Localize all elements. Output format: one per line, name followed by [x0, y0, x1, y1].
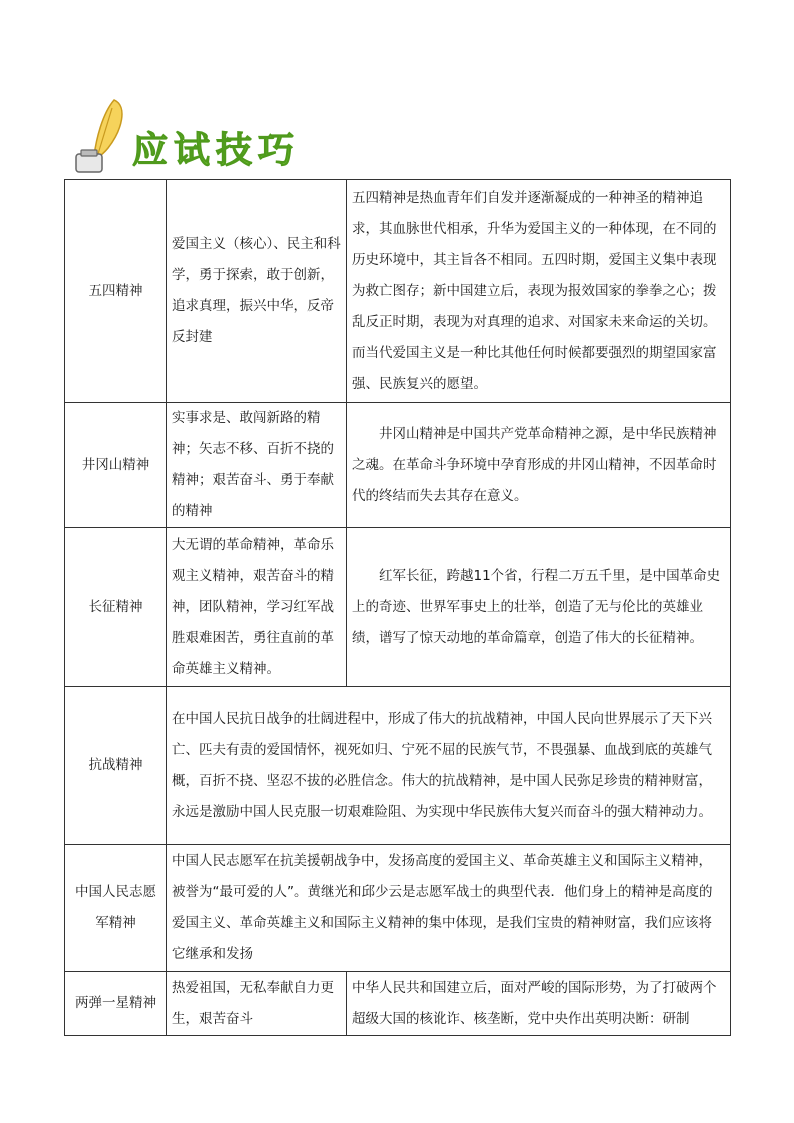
spirit-content: 大无谓的革命精神，革命乐观主义精神，艰苦奋斗的精神，团队精神，学习红军战胜艰难困苦，勇往直前的革命英雄主义精神。	[167, 528, 347, 687]
quill-inkpot-icon	[70, 96, 132, 176]
spirit-table	[64, 179, 731, 1036]
spirit-detail: 中华人民共和国建立后，面对严峻的国际形势，为了打破两个超级大国的核讹诈、核垄断，党中央作出英明决断：研制	[347, 972, 731, 1036]
spirit-content: 中国人民志愿军在抗美援朝战争中，发扬高度的爱国主义、革命英雄主义和国际主义精神，被誉为“最可爱的人”。黄继光和邱少云是志愿军战士的典型代表．他们身上的精神是高度的爱国主义、革命英雄主义和国际主义精神的集中体现，是我们宝贵的精神财富，我们应该将它继承和发扬	[167, 845, 731, 972]
spirit-name: 中国人民志愿军精神	[65, 845, 167, 972]
spirit-detail: 红军长征，跨越11个省，行程二万五千里，是中国革命史上的奇迹、世界军事史上的壮举，创造了无与伦比的英雄业绩，谱写了惊天动地的革命篇章，创造了伟大的长征精神。	[347, 528, 731, 687]
spirit-detail: 井冈山精神是中国共产党革命精神之源，是中华民族精神之魂。在革命斗争环境中孕育形成的井冈山精神，不因革命时代的终结而失去其存在意义。	[347, 403, 731, 528]
section-header	[70, 96, 370, 176]
table-row	[65, 528, 731, 687]
table-row	[65, 403, 731, 528]
spirit-name: 抗战精神	[65, 687, 167, 845]
spirit-name: 五四精神	[65, 180, 167, 403]
table-row	[65, 687, 731, 845]
spirit-content: 热爱祖国，无私奉献自力更生，艰苦奋斗	[167, 972, 347, 1036]
spirit-content: 在中国人民抗日战争的壮阔进程中，形成了伟大的抗战精神，中国人民向世界展示了天下兴亡、匹夫有责的爱国情怀，视死如归、宁死不屈的民族气节，不畏强暴、血战到底的英雄气概，百折不挠、坚忍不拔的必胜信念。伟大的抗战精神，是中国人民弥足珍贵的精神财富，永远是激励中国人民克服一切艰难险阻、为实现中华民族伟大复兴而奋斗的强大精神动力。	[167, 687, 731, 845]
spirit-detail: 五四精神是热血青年们自发并逐渐凝成的一种神圣的精神追求，其血脉世代相承，升华为爱国主义的一种体现，在不同的历史环境中，其主旨各不相同。五四时期，爱国主义集中表现为救亡图存；新中国建立后，表现为报效国家的拳拳之心；拨乱反正时期，表现为对真理的追求、对国家未来命运的关切。而当代爱国主义是一种比其他任何时候都要强烈的期望国家富强、民族复兴的愿望。	[347, 180, 731, 403]
spirit-content: 实事求是、敢闯新路的精神；矢志不移、百折不挠的精神；艰苦奋斗、勇于奉献的精神	[167, 403, 347, 528]
section-title: 应试技巧	[132, 130, 301, 171]
spirit-content: 爱国主义（核心）、民主和科学，勇于探索，敢于创新，追求真理，振兴中华，反帝反封建	[167, 180, 347, 403]
spirit-name: 井冈山精神	[65, 403, 167, 528]
table-row	[65, 972, 731, 1036]
table-row	[65, 180, 731, 403]
spirit-name: 两弹一星精神	[65, 972, 167, 1036]
table-row	[65, 845, 731, 972]
spirit-name: 长征精神	[65, 528, 167, 687]
